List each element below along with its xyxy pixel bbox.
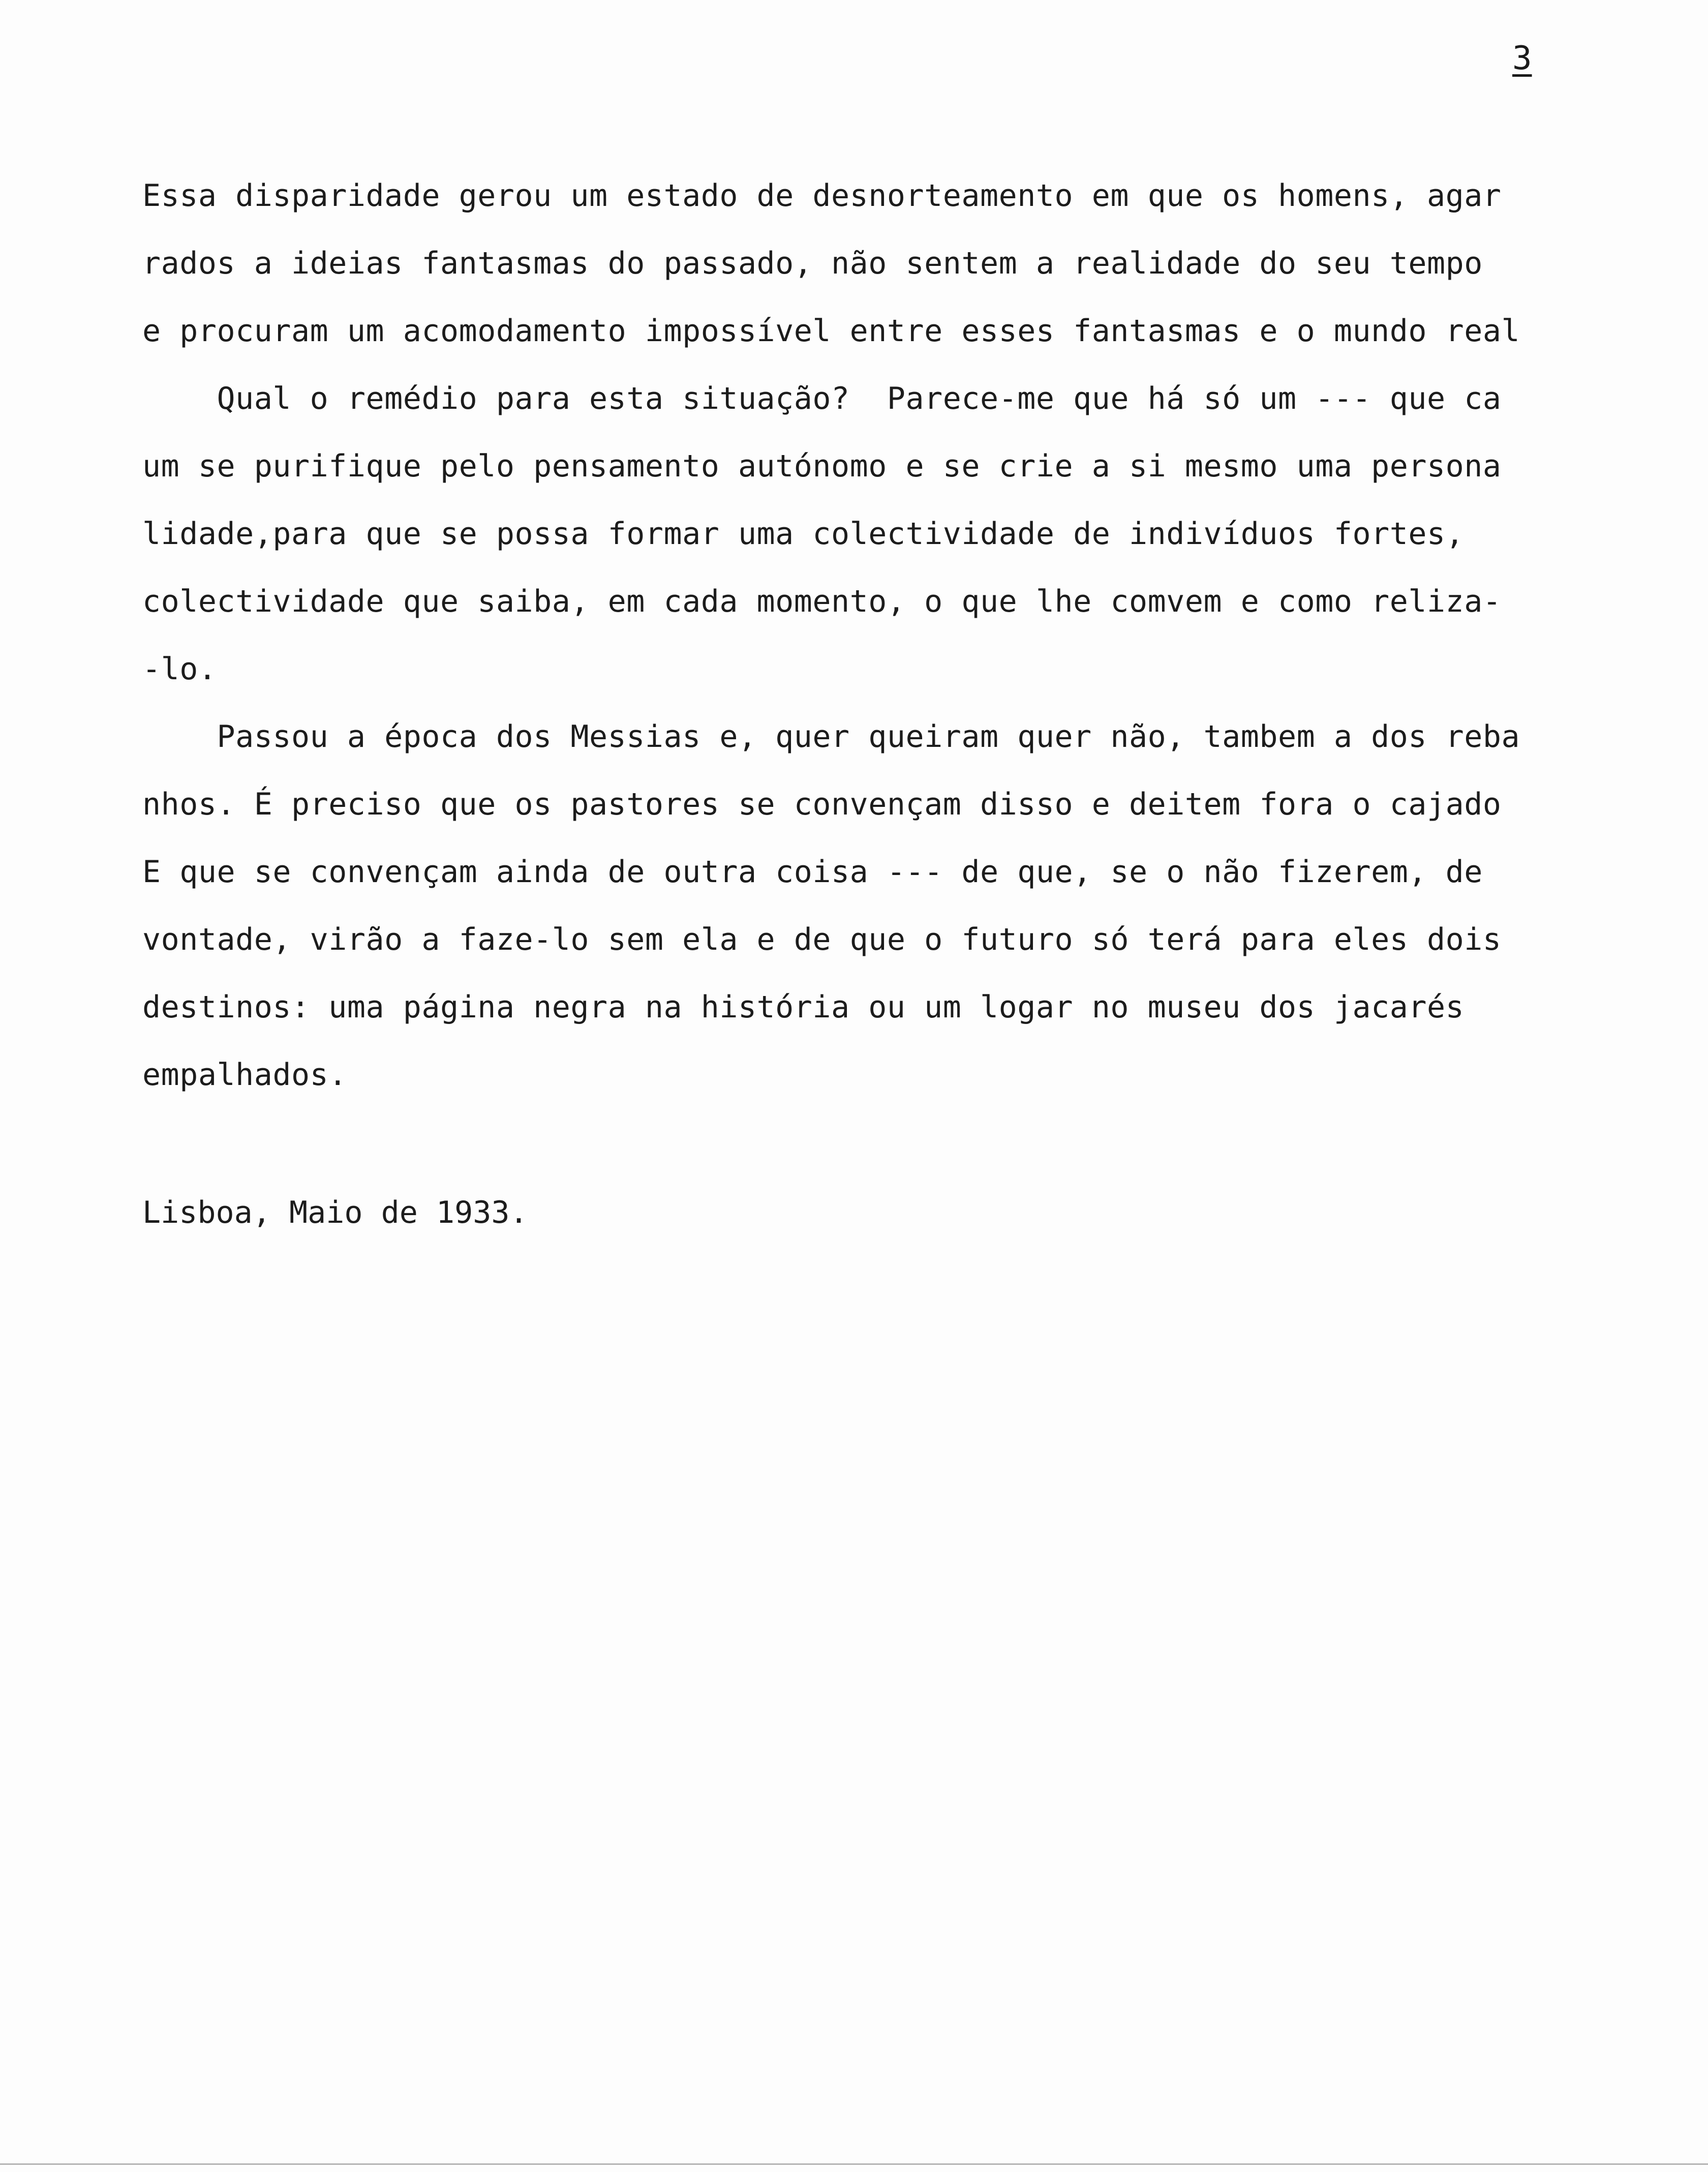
page-number: 3 <box>1512 40 1532 77</box>
text-line: rados a ideias fantasmas do passado, não sentem a realidade do seu tempo <box>142 246 1483 281</box>
text-line: lidade,para que se possa formar uma colectividade de indivíduos fortes, <box>142 516 1465 552</box>
page-bottom-edge <box>0 2163 1708 2165</box>
text-line: nhos. É preciso que os pastores se convençam disso e deitem fora o cajado <box>142 787 1502 822</box>
text-line: e procuram um acomodamento impossível entre esses fantasmas e o mundo real <box>142 313 1520 349</box>
text-line: Passou a época dos Messias e, quer queiram quer não, tambem a dos reba <box>142 719 1520 755</box>
text-line: um se purifique pelo pensamento autónomo e se crie a si mesmo uma persona <box>142 448 1502 484</box>
text-line: empalhados. <box>142 1057 347 1093</box>
text-line: Qual o remédio para esta situação? Parece-me que há só um --- que ca <box>142 381 1502 416</box>
text-line: Essa disparidade gerou um estado de desnorteamento em que os homens, agar <box>142 178 1502 214</box>
text-line: E que se convençam ainda de outra coisa --- de que, se o não fizerem, de <box>142 854 1483 890</box>
text-line: -lo. <box>142 651 217 687</box>
closing-place-date: Lisboa, Maio de 1933. <box>142 1195 528 1230</box>
text-line: vontade, virão a faze-lo sem ela e de que o futuro só terá para eles dois <box>142 922 1502 957</box>
text-line: colectividade que saiba, em cada momento, o que lhe comvem e como reliza- <box>142 584 1502 619</box>
text-line: destinos: uma página negra na história ou um logar no museu dos jacarés <box>142 989 1465 1025</box>
